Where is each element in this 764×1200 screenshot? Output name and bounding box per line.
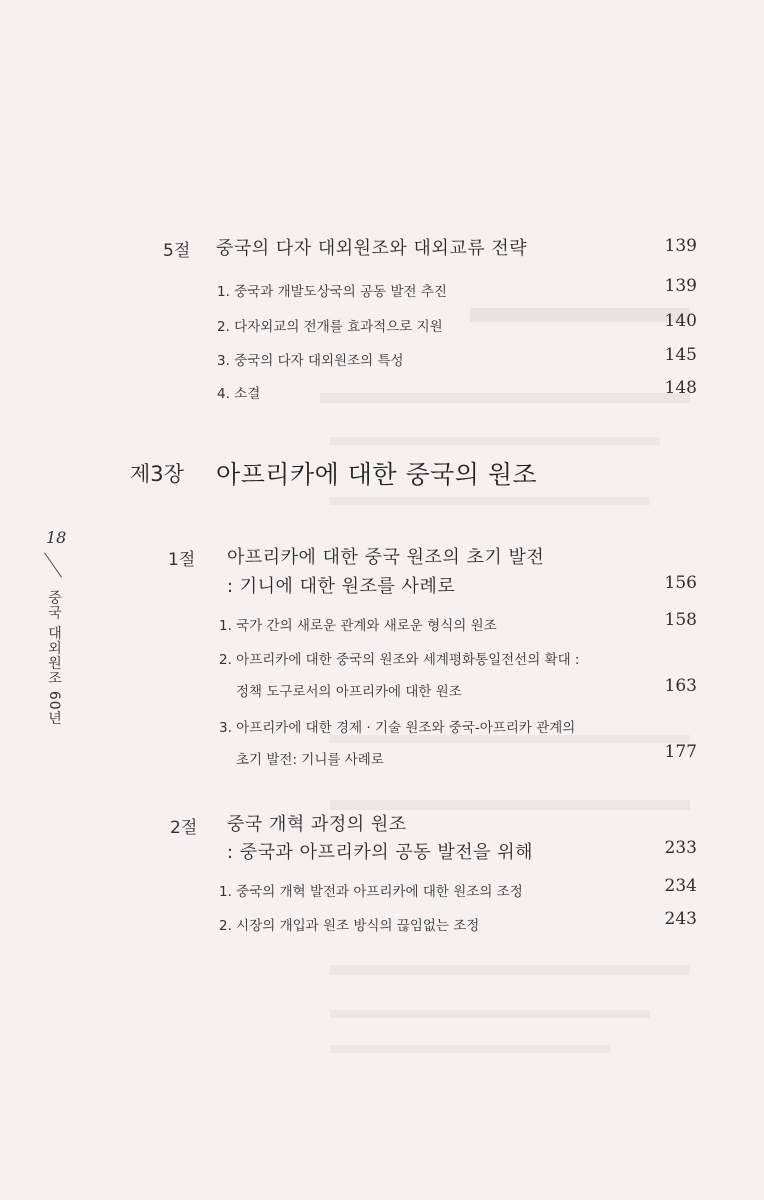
- toc-item-continuation: 정책 도구로서의 아프리카에 대한 원조: [236, 684, 462, 700]
- section-label: 1절: [168, 550, 196, 570]
- page-ref: 233: [664, 838, 697, 858]
- toc-item: 1. 중국의 개혁 발전과 아프리카에 대한 원조의 조정: [219, 884, 523, 900]
- page-ref: 139: [664, 236, 697, 256]
- page-ref: 243: [664, 909, 697, 929]
- show-through-line: [330, 497, 650, 505]
- toc-item: 1. 국가 간의 새로운 관계와 새로운 형식의 원조: [219, 618, 497, 634]
- page-ref: 163: [664, 676, 697, 696]
- toc-item: 2. 아프리카에 대한 중국의 원조와 세계평화통일전선의 확대 :: [219, 652, 580, 668]
- page-ref: 140: [664, 311, 697, 331]
- chapter-title: 아프리카에 대한 중국의 원조: [216, 460, 538, 489]
- section-label: 5절: [163, 241, 191, 261]
- show-through-line: [320, 393, 690, 403]
- show-through-line: [330, 1045, 610, 1053]
- book-title: 중국 대외원조 60년: [46, 590, 62, 726]
- toc-item-continuation: 초기 발전: 기니를 사례로: [236, 752, 384, 768]
- page-ref: 234: [664, 876, 697, 896]
- page-number: 18: [46, 528, 67, 547]
- show-through-line: [330, 437, 660, 445]
- show-through-line: [330, 800, 690, 810]
- chapter-label: 제3장: [130, 462, 184, 486]
- toc-item: 2. 시장의 개입과 원조 방식의 끊임없는 조정: [219, 918, 480, 934]
- toc-item: 3. 아프리카에 대한 경제 · 기술 원조와 중국-아프리카 관계의: [219, 720, 576, 736]
- section-title: 중국 개혁 과정의 원조: [227, 814, 407, 835]
- page-ref: 177: [664, 742, 697, 762]
- toc-item: 3. 중국의 다자 대외원조의 특성: [217, 353, 404, 369]
- section-title: 중국의 다자 대외원조와 대외교류 전략: [216, 238, 528, 259]
- page-ref: 158: [664, 610, 697, 630]
- page-ref: 139: [664, 276, 697, 296]
- toc-item: 4. 소결: [217, 386, 261, 402]
- page-ref: 156: [664, 573, 697, 593]
- section-label: 2절: [170, 818, 198, 838]
- show-through-line: [330, 965, 690, 975]
- show-through-line: [330, 735, 690, 743]
- page-ref: 148: [664, 378, 697, 398]
- page-ref: 145: [664, 345, 697, 365]
- section-subtitle: : 기니에 대한 원조를 사례로: [227, 576, 456, 597]
- section-subtitle: : 중국과 아프리카의 공동 발전을 위해: [227, 842, 533, 863]
- folio-divider: [44, 552, 62, 577]
- toc-item: 1. 중국과 개발도상국의 공동 발전 추진: [217, 284, 447, 300]
- toc-item: 2. 다자외교의 전개를 효과적으로 지원: [217, 319, 443, 335]
- section-title: 아프리카에 대한 중국 원조의 초기 발전: [227, 547, 545, 568]
- show-through-line: [330, 1010, 650, 1018]
